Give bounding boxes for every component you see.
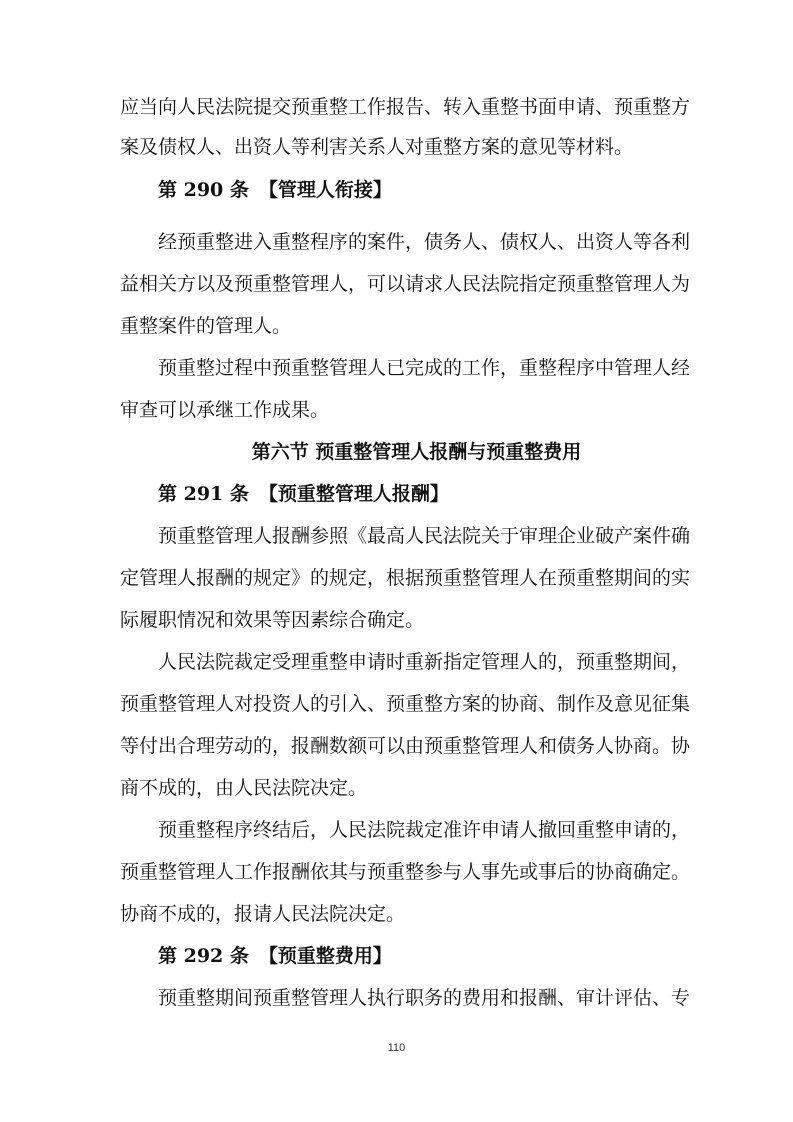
article-number: 第 291 条: [158, 483, 249, 505]
paragraph-line: 重整案件的管理人。: [120, 315, 292, 337]
article-title: 【预重整管理人报酬】: [258, 483, 449, 505]
article-heading-290: [158, 178, 392, 202]
paragraph-line: 案及债权人、出资人等利害关系人对重整方案的意见等材料。: [120, 136, 634, 158]
article-title: 【预重整费用】: [258, 945, 392, 967]
paragraph-line: 预重整期间预重整管理人执行职务的费用和报酬、审计评估、专: [158, 987, 691, 1009]
paragraph-line: 际履职情况和效果等因素综合确定。: [120, 609, 425, 631]
page-number: 110: [387, 1042, 406, 1054]
paragraph-line: 人民法院裁定受理重整申请时重新指定管理人的，预重整期间，: [158, 651, 691, 673]
paragraph-line: 商不成的，由人民法院决定。: [120, 777, 368, 799]
paragraph-line: 协商不成的，报请人民法院决定。: [120, 903, 406, 925]
article-number: 第 292 条: [158, 945, 249, 967]
article-heading-291: [158, 482, 449, 506]
paragraph-line: 益相关方以及预重整管理人，可以请求人民法院指定预重整管理人为: [120, 273, 691, 295]
paragraph-line: 定管理人报酬的规定》的规定，根据预重整管理人在预重整期间的实: [120, 567, 691, 589]
paragraph-line: 等付出合理劳动的，报酬数额可以由预重整管理人和债务人协商。协: [120, 735, 691, 757]
paragraph-line: 应当向人民法院提交预重整工作报告、转入重整书面申请、预重整方: [120, 96, 691, 118]
paragraph-line: 预重整管理人工作报酬依其与预重整参与人事先或事后的协商确定。: [120, 861, 691, 883]
article-number: 第 290 条: [158, 179, 249, 201]
paragraph-line: 审查可以承继工作成果。: [120, 399, 330, 421]
paragraph-line: 预重整过程中预重整管理人已完成的工作，重整程序中管理人经: [158, 357, 691, 379]
article-title: 【管理人衔接】: [258, 179, 392, 201]
article-heading-292: [158, 944, 392, 968]
paragraph-line: 经预重整进入重整程序的案件，债务人、债权人、出资人等各利: [158, 231, 691, 253]
paragraph-line: 预重整程序终结后，人民法院裁定准许申请人撤回重整申请的，: [158, 819, 691, 841]
section-heading: 第六节 预重整管理人报酬与预重整费用: [251, 441, 582, 463]
paragraph-line: 预重整管理人报酬参照《最高人民法院关于审理企业破产案件确: [158, 525, 691, 547]
paragraph-line: 预重整管理人对投资人的引入、预重整方案的协商、制作及意见征集: [120, 693, 691, 715]
